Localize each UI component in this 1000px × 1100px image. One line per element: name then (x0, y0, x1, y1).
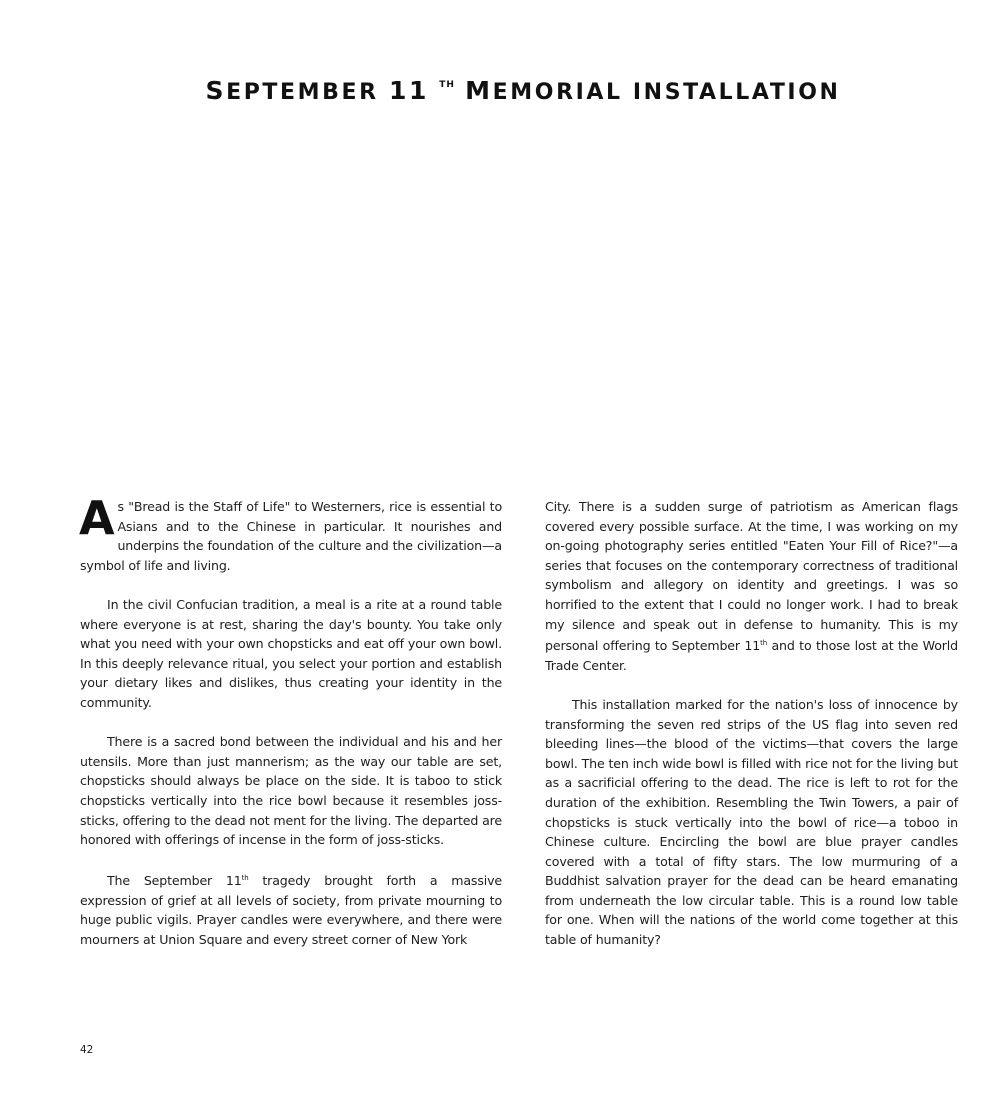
paragraph-6: This installation marked for the nation's loss of innocence by transforming the seven red strips of the US flag into seven red bleeding lines—the blood of the victims—that covers the large bowl. The ten inch wide bowl is filled with rice not for the living but as a sacrificial offering to the dead. The rice is left to rot for the duration of the exhibition. Resembling the Twin Towers, a pair of chopsticks is stuck vertically into the bowl of rice—a toboo in Chinese culture. Encircling the bowl are blue prayer candles covered with a total of fifty stars. The low murmuring of a Buddhist salvation prayer for the dead can be heard emanating from underneath the low circular table. This is a round low table for one. When will the nations of the world come together at this table of humanity? (545, 696, 958, 948)
right-column (545, 497, 958, 950)
paragraph-3: There is a sacred bond between the individual and his and her utensils. More than just mannerism; as the way our table are set, chopsticks should always be place on the side. It is taboo to stick chopsticks vertically into the rice bowl because it resembles joss-sticks, offering to the dead not ment for the living. The departed are honored with offerings of incense in the form of joss-sticks. (80, 734, 502, 848)
paragraph-4 (80, 869, 502, 949)
paragraph-1 (79, 491, 502, 575)
paragraph-2: In the civil Confucian tradition, a meal is a rite at a round table where everyone is at rest, sharing the day's bounty. You take only what you need with your own chopsticks and eat off your own bowl. In this deeply relevance ritual, you select your portion and establish your dietary likes and dislikes, thus creating your identity in the community. (80, 596, 502, 710)
paragraph-4-b: tragedy brought forth a massive expression of grief at all levels of society, from private mourning to huge public vigils. Prayer candles were everywhere, and there were mourners at Union Square and every street corner of New York (80, 873, 502, 948)
left-column (79, 491, 502, 950)
paragraph-5-sup: th (760, 639, 768, 648)
paragraph-4-a: The September 11 (107, 873, 242, 889)
title-post: MEMORIAL INSTALLATION (465, 76, 841, 105)
page-title (0, 76, 1000, 105)
page-number: 42 (80, 1044, 94, 1056)
paragraph-5-b: and to those lost at the World Trade Center. (545, 638, 959, 673)
drop-cap: A (79, 491, 115, 545)
paragraph-5-a: City. There is a sudden surge of patriotism as American flags covered every possible surface. At the time, I was working on my on-going photography series entitled "Eaten Your Fill of Rice?"—a series that focuses on the contemporary correctness of traditional symbolism and allegory on identity and greetings. I was so horrified to the extent that I could no longer work. I had to break my silence and speak out in defense to humanity. This is my personal offering to September 11 (545, 499, 958, 654)
paragraph-1-text: s "Bread is the Staff of Life" to Westerners, rice is essential to Asians and to the Chinese in particular. It nourishes and underpins the foundation of the culture and the civilization—a symbol of life and living. (80, 499, 502, 573)
paragraph-4-sup: th (241, 874, 249, 883)
title-pre: SEPTEMBER 11 (205, 76, 429, 105)
paragraph-5 (545, 497, 958, 675)
title-suffix: TH (439, 80, 455, 90)
